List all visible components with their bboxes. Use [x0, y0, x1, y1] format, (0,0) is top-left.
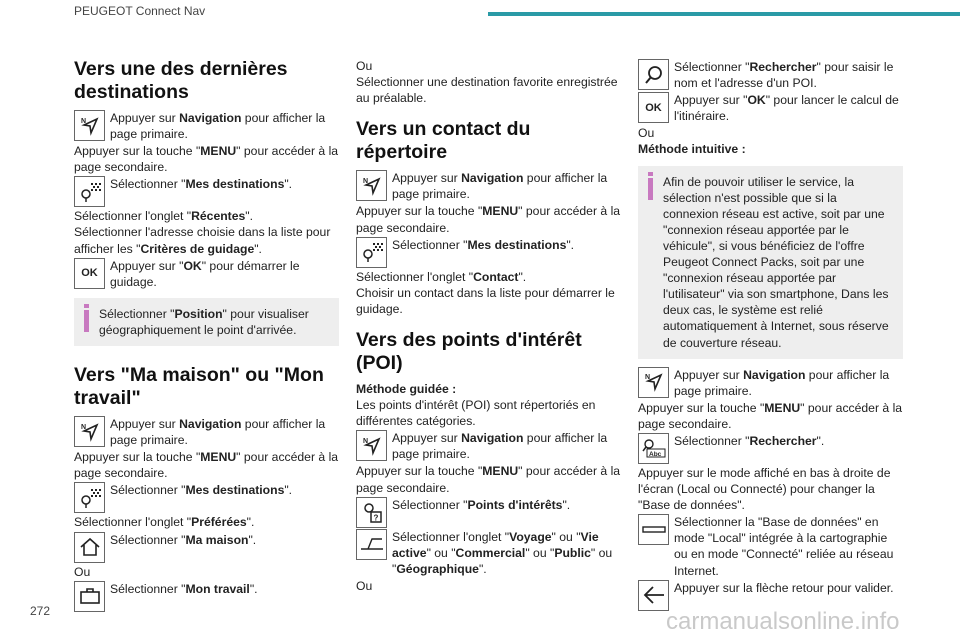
- step-text: Appuyer sur Navigation pour afficher la page primaire.: [674, 367, 890, 398]
- ok-icon: OK: [74, 258, 105, 289]
- step-row: [74, 258, 339, 290]
- note-text: Afin de pouvoir utiliser le service, la sélection n'est possible que si la connexion réseau est active, soit par une "connexion réseau apportée par le véhicule", si vous bénéficiez de l'offre Peugeot Connect Packs, soit par une "connexion réseau apportée par l'utilisateur" via son smartphone, Dans les deux cas, le système est relié automatiquement à Internet, sous réserve de couverture réseau.: [663, 174, 889, 350]
- step-text: Appuyer sur la touche "MENU" pour accéder à la page secondaire.: [74, 144, 339, 175]
- heading-recent-destinations: Vers une des dernières destinations: [74, 58, 288, 103]
- heading-poi: Vers des points d'intérêt (POI): [356, 328, 582, 374]
- svg-text:N: N: [80, 117, 86, 125]
- navigation-icon: [74, 416, 105, 447]
- abc-label: Abc: [648, 451, 661, 459]
- navigation-icon: [638, 367, 669, 398]
- or-text: Ou: [638, 126, 655, 141]
- or-text: Ou: [356, 578, 373, 593]
- step-row: [356, 237, 621, 268]
- step-row: [638, 580, 903, 611]
- step-text: Sélectionner "Mes destinations".: [110, 177, 293, 192]
- step-text: Sélectionner l'onglet "Récentes".: [74, 209, 254, 224]
- destinations-grid-icon: [74, 482, 105, 513]
- step-row: [638, 433, 903, 464]
- back-arrow-icon: [638, 580, 669, 611]
- step-row: [74, 532, 339, 563]
- ok-icon: OK: [638, 92, 669, 123]
- info-icon: [84, 310, 89, 332]
- step-text: Sélectionner l'onglet "Voyage" ou "Vie active" ou "Commercial" ou "Public" ou "Géographique".: [392, 529, 613, 576]
- column-1: [74, 58, 339, 613]
- page-header-title: PEUGEOT Connect Nav: [74, 4, 206, 18]
- step-text: Sélectionner "Rechercher" pour saisir le nom et l'adresse d'un POI.: [674, 60, 894, 91]
- step-row: [638, 514, 903, 578]
- step-row: [356, 430, 621, 462]
- step-row: [356, 497, 621, 528]
- page-number: 272: [30, 604, 51, 618]
- step-row: [356, 529, 621, 577]
- step-text: Sélectionner "Ma maison".: [110, 532, 257, 547]
- step-text: Appuyer sur la touche "MENU" pour accéder à la page secondaire.: [356, 204, 621, 235]
- step-row: [74, 176, 339, 207]
- tab-icon: [356, 529, 387, 560]
- step-row: [74, 416, 339, 448]
- info-note: [638, 166, 903, 359]
- watermark: carmanualsonline.info: [666, 608, 900, 635]
- poi-icon: [356, 497, 387, 528]
- step-text: Appuyer sur Navigation pour afficher la page primaire.: [392, 431, 608, 462]
- step-text: Appuyer sur la flèche retour pour valider.: [674, 580, 894, 595]
- step-text: Appuyer sur Navigation pour afficher la page primaire.: [110, 417, 326, 448]
- info-icon: [648, 178, 653, 200]
- step-text: Sélectionner la "Base de données" en mode "Local" intégrée à la cartographie ou en mode "Connecté" reliée au réseau Internet.: [674, 515, 894, 578]
- header-accent-bar: [488, 12, 960, 16]
- step-text: Appuyer sur la touche "MENU" pour accéder à la page secondaire.: [74, 450, 339, 481]
- step-row: [638, 367, 903, 399]
- body-text: Sélectionner une destination favorite enregistrée au préalable.: [356, 75, 618, 106]
- step-text: Sélectionner "Mes destinations".: [110, 483, 293, 498]
- step-row: [356, 170, 621, 202]
- step-text: Appuyer sur "OK" pour démarrer le guidage.: [110, 258, 300, 289]
- destinations-grid-icon: [74, 176, 105, 207]
- svg-text:N: N: [80, 423, 86, 431]
- svg-text:N: N: [362, 437, 368, 445]
- step-text: Sélectionner l'onglet "Contact".: [356, 269, 527, 284]
- step-text: Sélectionner "Mes destinations".: [392, 237, 575, 252]
- body-text: Les points d'intérêt (POI) sont répertoriés en différentes catégories.: [356, 398, 596, 429]
- column-2: [356, 58, 621, 594]
- step-row: [74, 110, 339, 142]
- search-icon: [638, 59, 669, 90]
- step-row: [74, 581, 339, 612]
- info-note: [74, 298, 339, 346]
- method-label: Méthode intuitive :: [638, 142, 746, 157]
- step-row: [74, 482, 339, 513]
- note-text: Sélectionner "Position" pour visualiser géographiquement le point d'arrivée.: [99, 306, 309, 337]
- method-label: Méthode guidée :: [356, 381, 457, 396]
- column-3: [638, 58, 903, 612]
- heading-home-work: Vers "Ma maison" ou "Mon travail": [74, 364, 324, 410]
- step-text: Sélectionner "Points d'intérêts".: [392, 497, 571, 512]
- svg-text:?: ?: [373, 513, 378, 523]
- home-icon: [74, 532, 105, 563]
- step-text: Appuyer sur le mode affiché en bas à droite de l'écran (Local ou Connecté) pour changer la "Base de données".: [638, 465, 891, 513]
- step-text: Appuyer sur "OK" pour lancer le calcul de l'itinéraire.: [674, 93, 899, 124]
- heading-contact: Vers un contact du répertoire: [356, 118, 531, 164]
- step-text: Sélectionner "Mon travail".: [110, 581, 258, 596]
- navigation-icon: [74, 110, 105, 141]
- database-toggle-icon: [638, 514, 669, 545]
- search-abc-icon: [638, 433, 669, 464]
- step-text: Appuyer sur Navigation pour afficher la page primaire.: [110, 111, 326, 142]
- or-text: Ou: [356, 59, 373, 73]
- step-text: Sélectionner "Rechercher".: [674, 433, 825, 448]
- navigation-icon: [356, 430, 387, 461]
- step-text: Sélectionner l'adresse choisie dans la liste pour afficher les "Critères de guidage".: [74, 225, 331, 256]
- svg-text:N: N: [362, 177, 368, 185]
- step-text: Appuyer sur la touche "MENU" pour accéder à la page secondaire.: [356, 464, 621, 495]
- step-text: Sélectionner l'onglet "Préférées".: [74, 515, 255, 530]
- step-text: Appuyer sur la touche "MENU" pour accéder à la page secondaire.: [638, 400, 903, 431]
- step-row: [638, 59, 903, 91]
- step-text: Choisir un contact dans la liste pour démarrer le guidage.: [356, 285, 615, 316]
- destinations-grid-icon: [356, 237, 387, 268]
- or-text: Ou: [74, 564, 91, 579]
- svg-text:N: N: [644, 374, 650, 382]
- step-text: Appuyer sur Navigation pour afficher la page primaire.: [392, 171, 608, 202]
- step-row: [638, 92, 903, 124]
- briefcase-icon: [74, 581, 105, 612]
- navigation-icon: [356, 170, 387, 201]
